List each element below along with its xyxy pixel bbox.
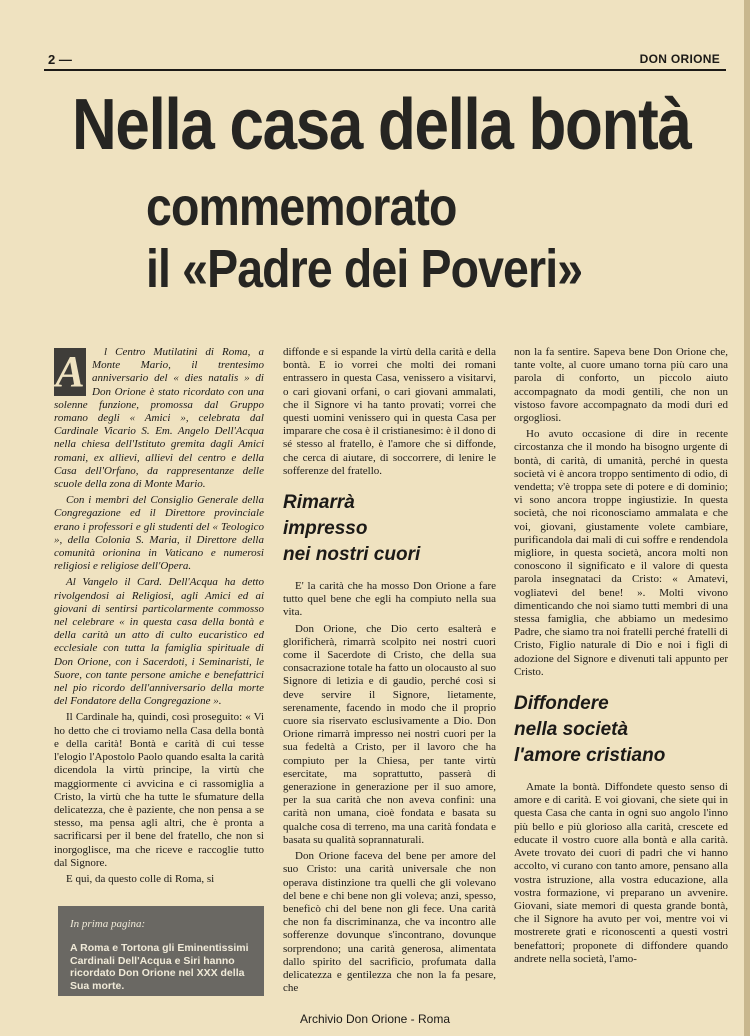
body-paragraph: Don Orione, che Dio certo esalterà e glorificherà, rimarrà scolpito nei nostri cuori come il Sacerdote di Cristo, che della sua consacrazione totale ha fatto un olocausto al suo Signore di letizia e di gaudio, perché così si deve servire il Signore, lietamente, serenamente, facendo in modo che il proprio cuore sia riservato esclusivamente a Dio. Don Orione rimarrà impresso nei nostri cuori per la sua fedeltà a Cristo, per il lavoro che ha compiuto per la Chiesa, per tante virtù esercitate, ma soprattutto, passerà di generazione in generazione per il suo amore, per la sua carità che non aveva confini: una carità non umana, cioè fondata e basata su qualche cosa di terreno, ma una carità fondata e basata su qualità soprannaturali. [283, 622, 496, 846]
header-rule [44, 69, 726, 71]
subheadline-line-1: commemorato [146, 177, 457, 237]
body-paragraph: Don Orione faceva del bene per amore del suo Cristo: una carità universale che non operava distinzione tra quelli che gli volevano del bene e chi bene non gli voleva; anzi, spesso, beneficò chi del bene non gli fece. Una carità che non fa discriminanza, che va incontro alle sofferenze dovunque s'incontrano, dovunque sorprendono; una carità generosa, alimentata dallo spirito del sacrificio, profumata dalla delicatezza e gentilezza che non la fa pesare, che [283, 850, 496, 995]
front-page-note-box [58, 906, 264, 996]
archive-footer: Archivio Don Orione - Roma [299, 1012, 451, 1026]
body-paragraph: Il Cardinale ha, quindi, così proseguito: « Vi ho detto che ci troviamo nella Casa della bontà e della carità! Bontà e carità di cui tesse l'elogio l'Apostolo Paolo quando esalta la carità dicendola la virtù principe, la virtù che maggiormente ci avvicina e ci rassomiglia a Cristo, la virtù che ha tutte le sfumature della delicatezza, che è paziente, che non pensa a se stesso, ma pensa agli altri, che è pronta a sacrificarsi per il bene del fratello, che non si inorgoglisce, ma che riceve e raccoglie tutto dal Signore. [54, 711, 264, 869]
body-paragraph: diffonde e si espande la virtù della carità e della bontà. E io vorrei che molti dei romani entrassero in questa Casa, venissero a visitarvi, o cari giovani orfani, o cari giovani ammalati, che il Signore vi ha tanto provati; vorrei che questi uomini venissero qui in questa Casa per imparare che cosa è il cristianesimo: è il dono di sé stesso al fratello, è l'amore che si diffonde, che cerca di aiutare, di soccorrere, di lenire le sofferenze del fratello. [283, 346, 496, 477]
subheadline [146, 176, 582, 300]
intro-paragraph: Con i membri del Consiglio Generale della Congregazione ed il Direttore provinciale erano i professori e gli studenti del « Teologico », della Colonia S. Maria, il Direttore della comunità orionina in Vaticano e numerosi religiosi e religiose dell'Opera. [54, 494, 264, 573]
headline: Nella casa della bontà [72, 85, 691, 165]
section-heading-line: Rimarrà [283, 492, 355, 514]
article-intro [54, 346, 264, 708]
body-paragraph: non la fa sentire. Sapeva bene Don Orione che, tante volte, al cuore umano torna più caro una parola di conforto, un piccolo aiuto accompagnato da modi gentili, che non un vistoso favore accompagnato da modi duri ed orgogliosi. [514, 346, 728, 425]
article-column-1 [54, 346, 264, 889]
section-heading-line: nei nostri cuori [283, 544, 421, 566]
note-box-label: In prima pagina: [70, 918, 146, 930]
section-heading-line: impresso [283, 518, 368, 540]
section-heading-rimarra [283, 490, 496, 568]
article-column-2 [283, 346, 496, 998]
running-head: DON ORIONE [639, 52, 720, 66]
article-column-3 [514, 346, 728, 969]
drop-cap: A [55, 347, 85, 396]
intro-paragraph: l Centro Mutilatini di Roma, a Monte Mario, il trentesimo anniversario del « dies natalis » di Don Orione è stato ricordato con una solenne funzione, promossa dal Gruppo romano degli « Amici », celebrata dal Cardinale Vicario S. Em. Angelo Dell'Acqua nella chiesa dell'Istituto gremita dagli Amici romani, ex allievi, allievi del centro e della Casa dell'Orfano, da rappresentanze delle scuole della zona di Monte Mario. [54, 346, 264, 491]
note-box-text: A Roma e Tortona gli Eminentissimi Cardinali Dell'Acqua e Siri hanno ricordato Don Orione nel XXX della Sua morte. [70, 942, 249, 992]
intro-paragraph: Al Vangelo il Card. Dell'Acqua ha detto rivolgendosi ai Religiosi, agli Amici ed ai giovani di sentirsi particolarmente commosso nel celebrare « in questa casa della bontà e della carità un atto di culto eucaristico ed ecclesiale con tutta la famiglia spirituale di Don Orione, con i Sacerdoti, i Seminaristi, le Suore, con tante persone amiche e benefattrici nel pio ricordo dell'anniversario della morte del Fondatore della Congregazione ». [54, 576, 264, 708]
body-paragraph: E qui, da questo colle di Roma, si [66, 872, 215, 885]
body-paragraph: Amate la bontà. Diffondete questo senso di amore e di carità. E voi giovani, che siete qui in questa Casa che canta in ogni suo angolo l'inno più bello e più glorioso alla carità, crescete ed educate il vostro cuore alla bontà e alla carità. Avete trovato dei cuori di padri che vi hanno accolto, vi curano con tanto amore, pensano alla vostra istruzione, alla vostra educazione, alla vostra formazione, vi preparano un avvenire. Giovani, siate memori di questa grande bontà, che il Signore ha avuto per voi, mentre voi vi mostrerete grati e riconoscenti a questi vostri benefattori; proponete di diffondere quando andrete nella società, l'amo- [514, 781, 728, 965]
section-heading-line: l'amore cristiano [514, 745, 666, 767]
section-heading-line: nella società [514, 719, 629, 741]
page-number: 2 — [48, 52, 72, 67]
body-paragraph: E' la carità che ha mosso Don Orione a fare tutto quel bene che egli ha compiuto nella sua vita. [283, 580, 496, 619]
subheadline-line-2: il «Padre dei Poveri» [146, 239, 583, 299]
section-heading-line: Diffondere [514, 693, 609, 715]
page-binding-edge [744, 0, 750, 1036]
section-heading-diffondere [514, 691, 728, 769]
body-paragraph: Ho avuto occasione di dire in recente circostanza che il mondo ha bisogno urgente di bontà, di carità, di umanità, perché in questa società vi è ancora troppo sentimento di odio, di vendetta; v'è troppa sete di potere e di dominio; vi sono ancora troppe ingiustizie. In questa società, che noi riconosciamo ammalata e che voi, giovani, giustamente volete cambiare, purificandola dai mali di cui soffre e rendendola migliore, in questa società, ancora molti non conoscono il significato e il valore di questa parola insegnataci da Cristo: « Amatevi, vogliatevi del bene! ». Molti vivono dimenticando che noi siamo tutti membri di una stessa famiglia, che abbiamo un medesimo Padre, che siamo tra noi fratelli perché fratelli di Cristo, Figlio naturale di Dio e noi i figli di adozione del Signore e divenuti tali appunto per Cristo. [514, 428, 728, 678]
